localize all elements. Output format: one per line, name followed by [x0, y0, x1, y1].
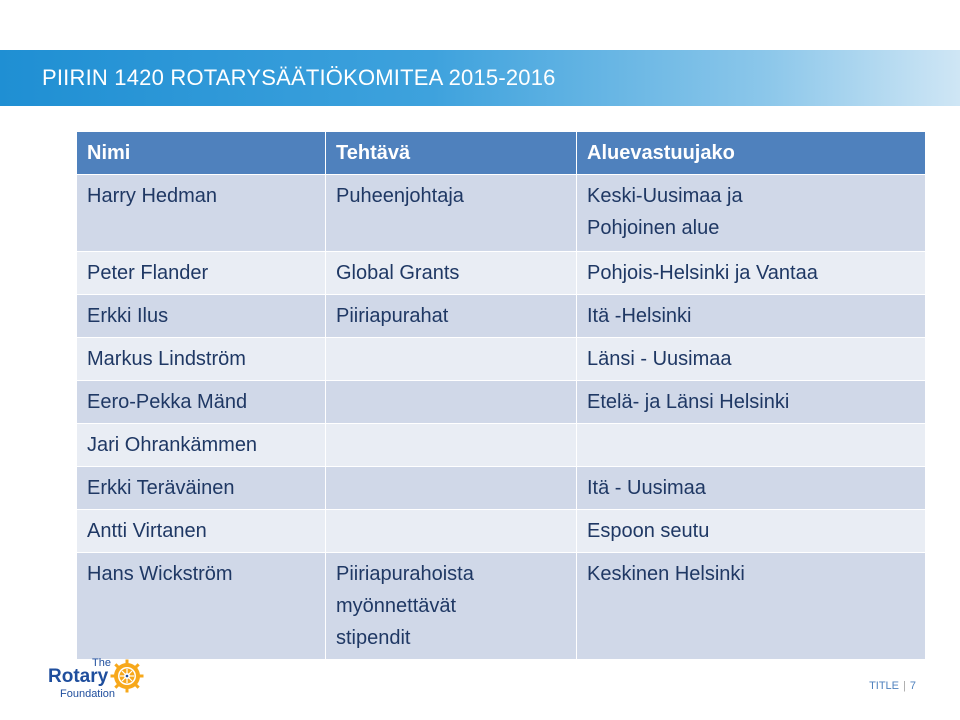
cell-area: Etelä- ja Länsi Helsinki: [577, 381, 926, 424]
cell-area: [577, 424, 926, 467]
cell-name: Markus Lindström: [77, 338, 326, 381]
cell-role: [326, 338, 577, 381]
cell-area: Itä - Uusimaa: [577, 467, 926, 510]
logo-rotary: Rotary: [48, 666, 109, 687]
header-name: Nimi: [77, 132, 326, 175]
slide-title: PIIRIN 1420 ROTARYSÄÄTIÖKOMITEA 2015-2016: [42, 65, 556, 90]
cell-name: Harry Hedman: [77, 175, 326, 252]
cell-area: Itä -Helsinki: [577, 295, 926, 338]
table-row: [77, 175, 926, 252]
table-row: [77, 510, 926, 553]
table-row: [77, 424, 926, 467]
cell-name: Jari Ohrankämmen: [77, 424, 326, 467]
header-role: Tehtävä: [326, 132, 577, 175]
logo-the: The: [92, 657, 111, 669]
cell-role: Piiriapurahat: [326, 295, 577, 338]
table-row: [77, 467, 926, 510]
header-area: Aluevastuujako: [577, 132, 926, 175]
page-number: 7: [909, 680, 916, 692]
cell-role: [326, 381, 577, 424]
rotary-wheel-icon: [110, 659, 144, 693]
table-row: [77, 553, 926, 660]
table-row: [77, 338, 926, 381]
cell-role: Piiriapurahoista myönnettävät stipendit: [326, 553, 577, 660]
table-header-row: [77, 132, 926, 175]
cell-area: Länsi - Uusimaa: [577, 338, 926, 381]
cell-name: Erkki Ilus: [77, 295, 326, 338]
title-banner: [0, 50, 960, 106]
cell-area: Keskinen Helsinki: [577, 553, 926, 660]
cell-area: Keski-Uusimaa ja Pohjoinen alue: [577, 175, 926, 252]
table-row: [77, 381, 926, 424]
cell-area: Pohjois-Helsinki ja Vantaa: [577, 252, 926, 295]
cell-role: Puheenjohtaja: [326, 175, 577, 252]
logo-foundation: Foundation: [60, 688, 116, 700]
cell-role: [326, 510, 577, 553]
committee-table: [76, 131, 926, 660]
cell-role: [326, 424, 577, 467]
slide-footer: [869, 680, 916, 692]
cell-role: Global Grants: [326, 252, 577, 295]
cell-name: Eero-Pekka Mänd: [77, 381, 326, 424]
footer-separator: |: [903, 680, 906, 692]
cell-area: Espoon seutu: [577, 510, 926, 553]
table-row: [77, 295, 926, 338]
cell-name: Hans Wickström: [77, 553, 326, 660]
cell-name: Antti Virtanen: [77, 510, 326, 553]
cell-role: [326, 467, 577, 510]
cell-name: Peter Flander: [77, 252, 326, 295]
footer-label: TITLE: [869, 680, 900, 692]
cell-name: Erkki Teräväinen: [77, 467, 326, 510]
table-row: [77, 252, 926, 295]
rotary-foundation-logo: [48, 657, 148, 701]
